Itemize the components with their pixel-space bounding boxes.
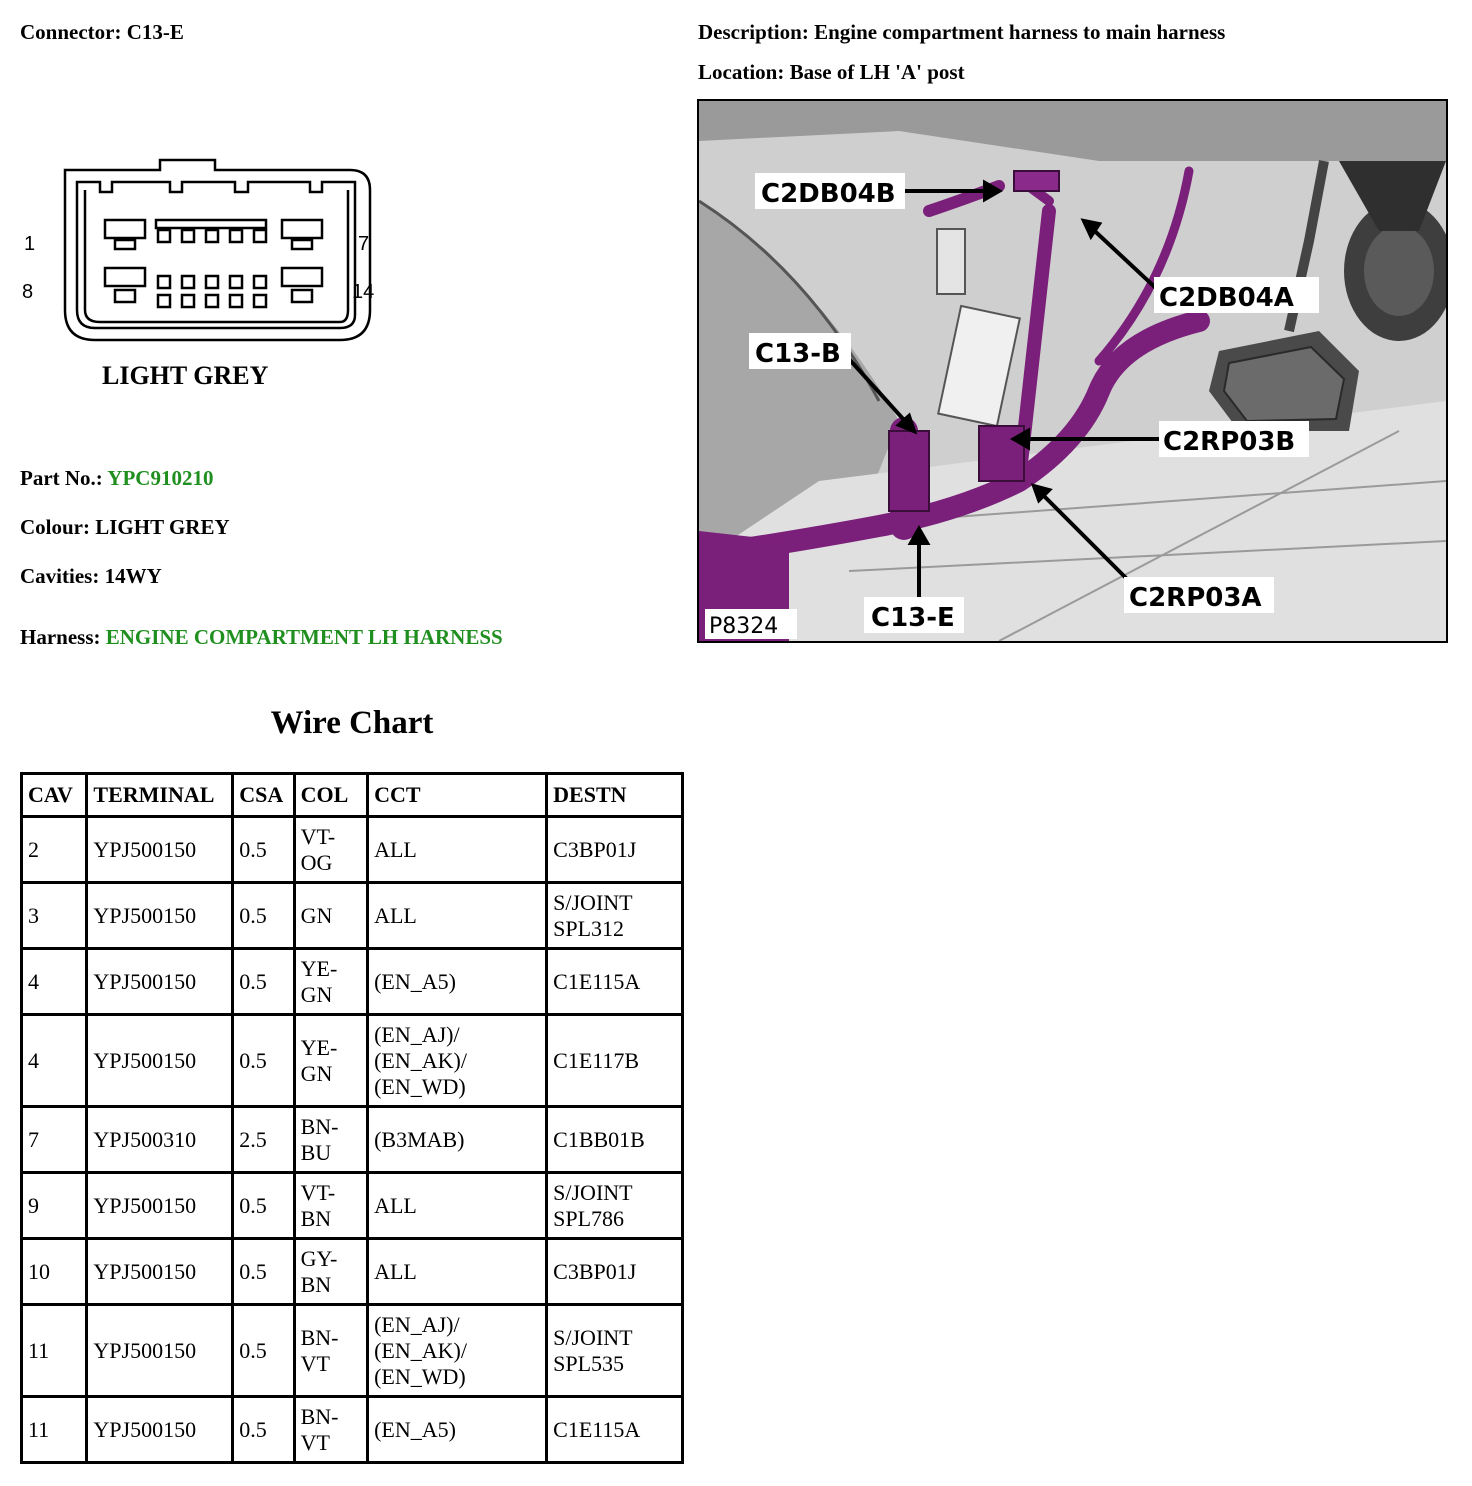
cavities-label: Cavities: <box>20 564 100 588</box>
cell-destn: S/JOINT SPL786 <box>547 1173 683 1239</box>
cavities-value: 14WY <box>104 564 162 588</box>
cell-destn: C1E117B <box>547 1015 683 1107</box>
description-field <box>698 20 1225 45</box>
cell-destn: S/JOINT SPL535 <box>547 1305 683 1397</box>
cell-terminal: YPJ500310 <box>87 1107 233 1173</box>
cell-csa: 0.5 <box>233 1305 294 1397</box>
cell-terminal: YPJ500150 <box>87 1015 233 1107</box>
cell-cct: ALL <box>368 883 547 949</box>
table-row <box>22 817 683 883</box>
table-row <box>22 949 683 1015</box>
header-terminal: TERMINAL <box>87 774 233 817</box>
callout-c2db04a: C2DB04A <box>1159 283 1294 313</box>
cell-cav: 2 <box>22 817 87 883</box>
connector-value: C13-E <box>126 20 184 44</box>
cell-terminal: YPJ500150 <box>87 1305 233 1397</box>
cell-csa: 0.5 <box>233 949 294 1015</box>
cell-destn: C1E115A <box>547 949 683 1015</box>
header-csa: CSA <box>233 774 294 817</box>
cell-col: VT- OG <box>294 817 367 883</box>
cell-cav: 4 <box>22 1015 87 1107</box>
header-destn: DESTN <box>547 774 683 817</box>
location-photo <box>697 99 1448 643</box>
callout-c13e: C13-E <box>871 603 955 633</box>
callout-c2rp03a: C2RP03A <box>1129 583 1262 613</box>
cell-terminal: YPJ500150 <box>87 1173 233 1239</box>
cell-cav: 7 <box>22 1107 87 1173</box>
cell-cct: ALL <box>368 817 547 883</box>
colour-value: LIGHT GREY <box>95 515 230 539</box>
cavities-field <box>20 564 162 589</box>
cell-col: BN- BU <box>294 1107 367 1173</box>
table-row <box>22 1397 683 1463</box>
colour-label: Colour: <box>20 515 90 539</box>
table-row <box>22 1173 683 1239</box>
cell-terminal: YPJ500150 <box>87 883 233 949</box>
part-no-label: Part No.: <box>20 466 103 490</box>
cell-cct: (EN_AJ)/ (EN_AK)/ (EN_WD) <box>368 1305 547 1397</box>
cell-csa: 0.5 <box>233 1015 294 1107</box>
wire-chart-table <box>20 772 684 1464</box>
table-row <box>22 1107 683 1173</box>
cell-csa: 0.5 <box>233 817 294 883</box>
cell-cct: (EN_AJ)/ (EN_AK)/ (EN_WD) <box>368 1015 547 1107</box>
pin-label-left-top: 1 <box>24 233 36 255</box>
table-row <box>22 883 683 949</box>
cell-csa: 0.5 <box>233 883 294 949</box>
pin-label-left-bottom: 8 <box>22 281 34 303</box>
cell-terminal: YPJ500150 <box>87 1239 233 1305</box>
pin-label-right-top: 7 <box>358 233 370 255</box>
cell-destn: C1E115A <box>547 1397 683 1463</box>
cell-terminal: YPJ500150 <box>87 1397 233 1463</box>
cell-cav: 9 <box>22 1173 87 1239</box>
header-cct: CCT <box>368 774 547 817</box>
cell-cct: (B3MAB) <box>368 1107 547 1173</box>
table-row <box>22 1305 683 1397</box>
cell-cav: 3 <box>22 883 87 949</box>
callout-c2db04b: C2DB04B <box>761 179 896 209</box>
cell-csa: 0.5 <box>233 1239 294 1305</box>
connector-face-diagram <box>20 150 400 400</box>
colour-field <box>20 515 230 540</box>
cell-destn: S/JOINT SPL312 <box>547 883 683 949</box>
cell-cav: 4 <box>22 949 87 1015</box>
photo-reference: P8324 <box>709 614 779 639</box>
connector-label: Connector: <box>20 20 122 44</box>
callout-c2rp03b: C2RP03B <box>1163 427 1296 457</box>
callout-c13b: C13-B <box>755 339 841 369</box>
table-header-row <box>22 774 683 817</box>
cell-col: YE- GN <box>294 949 367 1015</box>
cell-cav: 11 <box>22 1305 87 1397</box>
pin-label-right-bottom: 14 <box>352 281 375 303</box>
cell-col: BN- VT <box>294 1305 367 1397</box>
cell-csa: 0.5 <box>233 1173 294 1239</box>
location-field <box>698 60 965 85</box>
cell-col: GY- BN <box>294 1239 367 1305</box>
cell-destn: C1BB01B <box>547 1107 683 1173</box>
cell-terminal: YPJ500150 <box>87 949 233 1015</box>
part-no-link[interactable]: YPC910210 <box>107 466 214 490</box>
description-label: Description: <box>698 20 809 44</box>
header-cav: CAV <box>22 774 87 817</box>
cell-csa: 0.5 <box>233 1397 294 1463</box>
cell-cct: ALL <box>368 1173 547 1239</box>
cell-destn: C3BP01J <box>547 817 683 883</box>
description-value: Engine compartment harness to main harness <box>814 20 1226 44</box>
location-label: Location: <box>698 60 785 84</box>
connector-field <box>20 20 184 45</box>
part-no-field <box>20 466 213 491</box>
location-value: Base of LH 'A' post <box>789 60 965 84</box>
cell-col: GN <box>294 883 367 949</box>
cell-destn: C3BP01J <box>547 1239 683 1305</box>
harness-link[interactable]: ENGINE COMPARTMENT LH HARNESS <box>105 625 503 649</box>
cell-cct: ALL <box>368 1239 547 1305</box>
cell-col: YE- GN <box>294 1015 367 1107</box>
cell-csa: 2.5 <box>233 1107 294 1173</box>
cell-terminal: YPJ500150 <box>87 817 233 883</box>
harness-field <box>20 625 503 650</box>
connector-colour-caption: LIGHT GREY <box>102 361 269 390</box>
cell-cav: 11 <box>22 1397 87 1463</box>
wire-chart-title: Wire Chart <box>270 705 434 741</box>
table-row <box>22 1239 683 1305</box>
table-row <box>22 1015 683 1107</box>
header-col: COL <box>294 774 367 817</box>
cell-col: BN- VT <box>294 1397 367 1463</box>
cell-cav: 10 <box>22 1239 87 1305</box>
cell-cct: (EN_A5) <box>368 1397 547 1463</box>
cell-cct: (EN_A5) <box>368 949 547 1015</box>
cell-col: VT- BN <box>294 1173 367 1239</box>
harness-label: Harness: <box>20 625 101 649</box>
